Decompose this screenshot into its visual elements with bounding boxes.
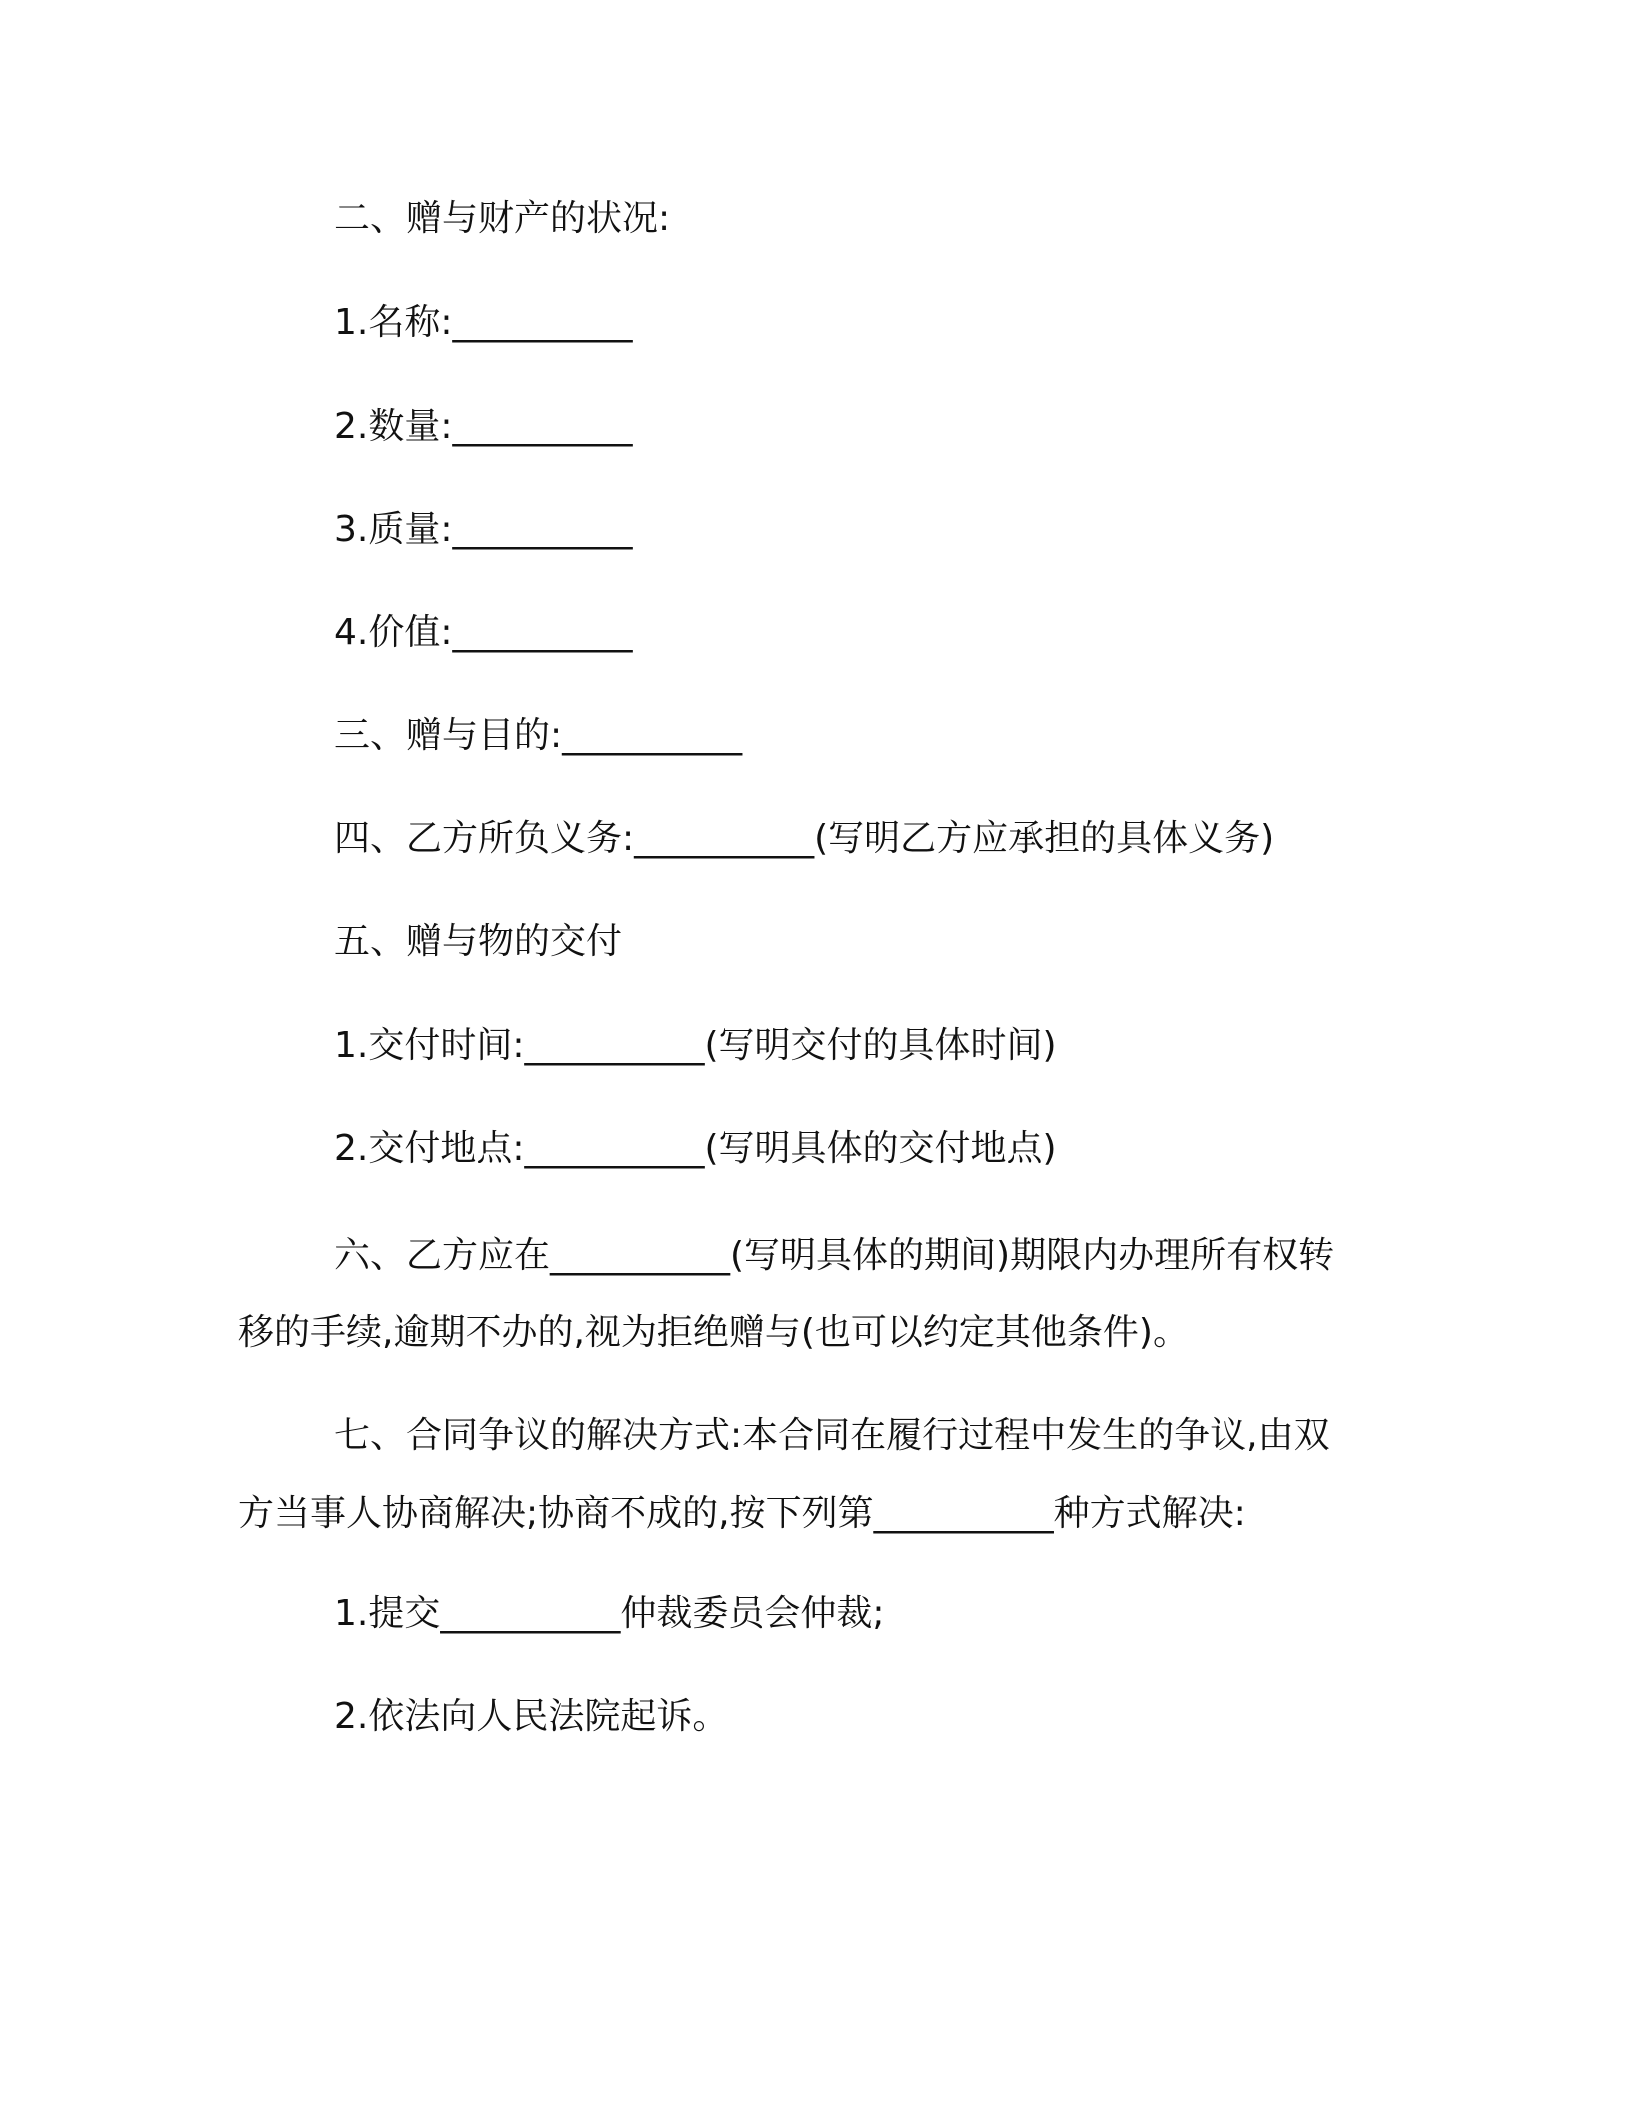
section-2-heading: 二、赠与财产的状况: — [334, 198, 671, 239]
item-quality-line: 3.质量:__________ — [334, 509, 633, 550]
litigation-option: 2.依法向人民法院起诉。 — [334, 1696, 729, 1737]
section-6-line-1: 六、乙方应在__________(写明具体的期间)期限内办理所有权转 — [334, 1235, 1335, 1276]
item-quantity-line: 2.数量:__________ — [334, 406, 633, 447]
item-name-line: 1.名称:__________ — [334, 302, 633, 343]
delivery-time-line: 1.交付时间:__________(写明交付的具体时间) — [334, 1025, 1057, 1066]
section-4-obligations: 四、乙方所负义务:__________(写明乙方应承担的具体义务) — [334, 818, 1275, 859]
section-7-line-1: 七、合同争议的解决方式:本合同在履行过程中发生的争议,由双 — [334, 1415, 1330, 1456]
delivery-place-line: 2.交付地点:__________(写明具体的交付地点) — [334, 1128, 1057, 1169]
item-value-line: 4.价值:__________ — [334, 612, 633, 653]
section-6-line-2: 移的手续,逾期不办的,视为拒绝赠与(也可以约定其他条件)。 — [238, 1312, 1189, 1353]
arbitration-option: 1.提交__________仲裁委员会仲裁; — [334, 1593, 885, 1634]
section-5-heading: 五、赠与物的交付 — [334, 921, 623, 962]
section-3-purpose: 三、赠与目的:__________ — [334, 715, 743, 756]
section-7-line-2: 方当事人协商解决;协商不成的,按下列第__________种方式解决: — [238, 1493, 1246, 1534]
